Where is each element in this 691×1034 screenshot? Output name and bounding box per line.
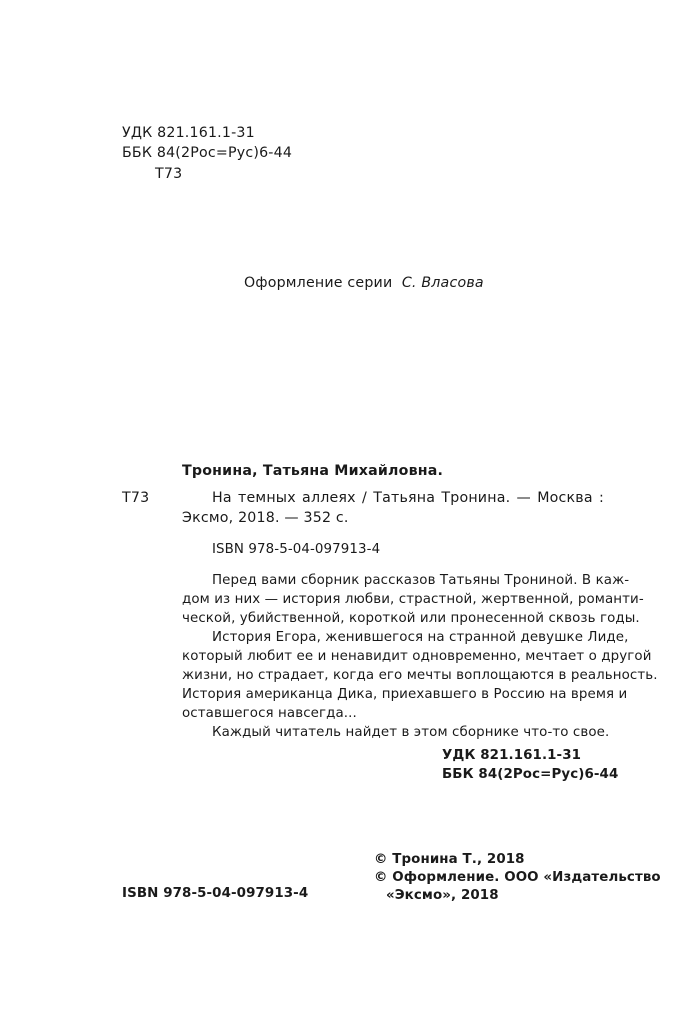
title-line-2: Эксмо, 2018. — 352 с. — [182, 510, 349, 526]
annotation-line: Перед вами сборник рассказов Татьяны Трониной. В каж- — [212, 573, 630, 588]
annotation-line: История американца Дика, приехавшего в Россию на время и — [182, 687, 628, 702]
series-designer-name: С. Власова — [401, 275, 484, 291]
annotation-line: Каждый читатель найдет в этом сборнике что-то свое. — [212, 725, 610, 740]
footer-isbn: ISBN 978-5-04-097913-4 — [122, 886, 309, 901]
annotation-line: оставшегося навсегда... — [182, 706, 357, 721]
copyright-design-line-1: © Оформление. ООО «Издательство — [374, 870, 661, 885]
top-author-mark: Т73 — [155, 166, 183, 182]
annotation-line: ческой, убийственной, короткой или пронесенной сквозь годы. — [182, 611, 640, 626]
catalog-isbn: ISBN 978-5-04-097913-4 — [212, 542, 381, 557]
top-udk: УДК 821.161.1-31 — [122, 125, 255, 141]
top-bbk: ББК 84(2Рос=Рус)6-44 — [122, 145, 293, 161]
author-heading: Тронина, Татьяна Михайловна. — [182, 463, 444, 479]
annotation-line: История Егора, женившегося на странной девушке Лиде, — [212, 630, 629, 645]
series-design-label: Оформление серии — [244, 275, 393, 291]
catalog-udk: УДК 821.161.1-31 — [442, 748, 582, 763]
catalog-bbk: ББК 84(2Рос=Рус)6-44 — [442, 767, 619, 782]
annotation-line: жизни, но страдает, когда его мечты воплощаются в реальность. — [182, 668, 658, 683]
copyright-author: © Тронина Т., 2018 — [374, 852, 525, 867]
catalog-mark: Т73 — [122, 490, 150, 506]
copyright-design-line-2: «Эксмо», 2018 — [386, 888, 499, 903]
annotation-line: дом из них — история любви, страстной, жертвенной, романти- — [182, 592, 644, 607]
title-line-1: На темных аллеях / Татьяна Тронина. — Москва : — [212, 490, 604, 506]
annotation-line: который любит ее и ненавидит одновременно, мечтает о другой — [182, 649, 652, 664]
series-design-credit — [244, 273, 484, 293]
